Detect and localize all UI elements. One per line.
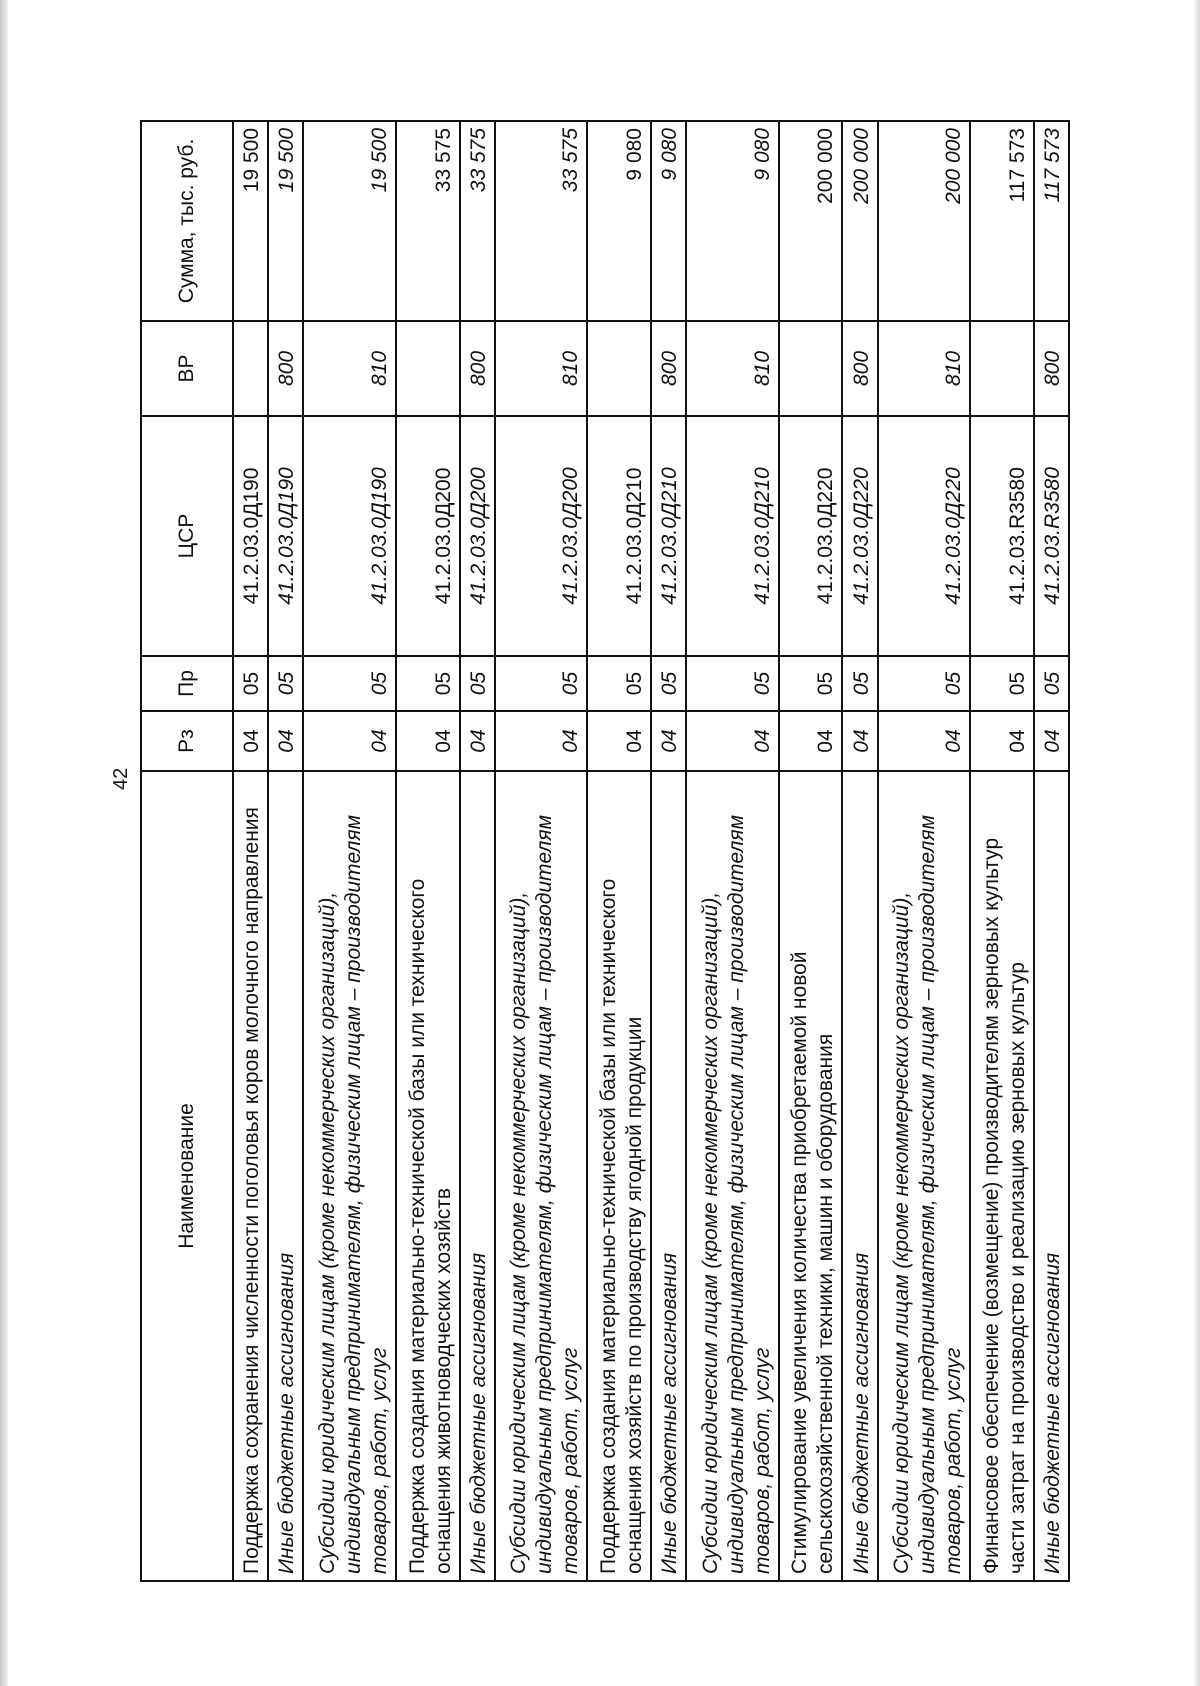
- scan-edge-right: [1194, 0, 1200, 1686]
- cell-name: Финансовое обеспечение (возмещение) производителям зерновых культур части затрат на производство и реализацию зерновых культур: [970, 771, 1034, 1581]
- cell-pr: 05: [233, 656, 268, 711]
- cell-pr: 05: [460, 656, 495, 711]
- cell-csr: 41.2.03.0Д210: [587, 416, 651, 656]
- table-body: [233, 121, 1069, 1581]
- cell-rz: 04: [396, 711, 460, 771]
- cell-pr: 05: [587, 656, 651, 711]
- cell-rz: 04: [587, 711, 651, 771]
- cell-sum: 200 000: [878, 121, 970, 321]
- cell-sum: 19 500: [303, 121, 395, 321]
- cell-csr: 41.2.03.0Д200: [460, 416, 495, 656]
- cell-vr: [587, 321, 651, 416]
- table-row: [651, 121, 686, 1581]
- header-csr: ЦСР: [141, 416, 233, 656]
- cell-sum: 200 000: [779, 121, 843, 321]
- table-row: [878, 121, 970, 1581]
- table-row: [495, 121, 587, 1581]
- cell-name: Субсидии юридическим лицам (кроме некоммерческих организаций), индивидуальным предпринимателям, физическим лицам – производителям товаров, работ, услуг: [686, 771, 778, 1581]
- cell-csr: 41.2.03.0Д200: [495, 416, 587, 656]
- cell-rz: 04: [233, 711, 268, 771]
- cell-sum: 117 573: [970, 121, 1034, 321]
- header-name: Наименование: [141, 771, 233, 1581]
- cell-pr: 05: [396, 656, 460, 711]
- cell-pr: 05: [779, 656, 843, 711]
- cell-name: Иные бюджетные ассигнования: [460, 771, 495, 1581]
- cell-sum: 9 080: [686, 121, 778, 321]
- cell-pr: 05: [303, 656, 395, 711]
- cell-pr: 05: [268, 656, 303, 711]
- cell-sum: 19 500: [268, 121, 303, 321]
- cell-csr: 41.2.03.0Д210: [651, 416, 686, 656]
- cell-vr: [779, 321, 843, 416]
- cell-vr: 810: [495, 321, 587, 416]
- rotated-table-wrapper: [140, 122, 1070, 1582]
- cell-sum: 33 575: [460, 121, 495, 321]
- cell-name: Субсидии юридическим лицам (кроме некоммерческих организаций), индивидуальным предпринимателям, физическим лицам – производителям товаров, работ, услуг: [878, 771, 970, 1581]
- table-row: [842, 121, 877, 1581]
- header-sum: Сумма, тыс. руб.: [141, 121, 233, 321]
- cell-csr: 41.2.03.0Д190: [233, 416, 268, 656]
- cell-sum: 33 575: [495, 121, 587, 321]
- cell-pr: 05: [970, 656, 1034, 711]
- cell-csr: 41.2.03.0Д200: [396, 416, 460, 656]
- cell-name: Субсидии юридическим лицам (кроме некоммерческих организаций), индивидуальным предпринимателям, физическим лицам – производителям товаров, работ, услуг: [495, 771, 587, 1581]
- table-row: [1034, 121, 1069, 1581]
- cell-sum: 117 573: [1034, 121, 1069, 321]
- cell-pr: 05: [495, 656, 587, 711]
- cell-sum: 33 575: [396, 121, 460, 321]
- cell-csr: 41.2.03.R3580: [1034, 416, 1069, 656]
- cell-rz: 04: [686, 711, 778, 771]
- cell-rz: 04: [842, 711, 877, 771]
- cell-csr: 41.2.03.0Д190: [303, 416, 395, 656]
- cell-name: Поддержка сохранения численности поголовья коров молочного направления: [233, 771, 268, 1581]
- cell-vr: 810: [303, 321, 395, 416]
- header-rz: Рз: [141, 711, 233, 771]
- cell-sum: 200 000: [842, 121, 877, 321]
- cell-vr: 800: [460, 321, 495, 416]
- page-number: 42: [110, 767, 132, 790]
- cell-name: Иные бюджетные ассигнования: [268, 771, 303, 1581]
- cell-vr: [396, 321, 460, 416]
- table-row: [587, 121, 651, 1581]
- table-row: [303, 121, 395, 1581]
- cell-vr: 810: [686, 321, 778, 416]
- cell-csr: 41.2.03.0Д220: [779, 416, 843, 656]
- cell-csr: 41.2.03.0Д190: [268, 416, 303, 656]
- cell-csr: 41.2.03.R3580: [970, 416, 1034, 656]
- table-row: [779, 121, 843, 1581]
- cell-name: Поддержка создания материально-технической базы или технического оснащения хозяйств по производству ягодной продукции: [587, 771, 651, 1581]
- cell-rz: 04: [303, 711, 395, 771]
- cell-sum: 9 080: [651, 121, 686, 321]
- cell-pr: 05: [686, 656, 778, 711]
- cell-sum: 9 080: [587, 121, 651, 321]
- cell-rz: 04: [878, 711, 970, 771]
- cell-name: Иные бюджетные ассигнования: [1034, 771, 1069, 1581]
- cell-rz: 04: [970, 711, 1034, 771]
- cell-name: Субсидии юридическим лицам (кроме некоммерческих организаций), индивидуальным предпринимателям, физическим лицам – производителям товаров, работ, услуг: [303, 771, 395, 1581]
- cell-vr: 800: [268, 321, 303, 416]
- cell-name: Иные бюджетные ассигнования: [651, 771, 686, 1581]
- cell-vr: 800: [842, 321, 877, 416]
- table-row: [970, 121, 1034, 1581]
- cell-rz: 04: [651, 711, 686, 771]
- table-row: [396, 121, 460, 1581]
- cell-name: Иные бюджетные ассигнования: [842, 771, 877, 1581]
- table-row: [686, 121, 778, 1581]
- cell-vr: 810: [878, 321, 970, 416]
- cell-pr: 05: [878, 656, 970, 711]
- cell-csr: 41.2.03.0Д220: [842, 416, 877, 656]
- table-header-row: [141, 121, 233, 1581]
- cell-pr: 05: [842, 656, 877, 711]
- scan-edge-left: [0, 0, 8, 1686]
- cell-rz: 04: [495, 711, 587, 771]
- cell-rz: 04: [1034, 711, 1069, 771]
- cell-pr: 05: [1034, 656, 1069, 711]
- cell-vr: [970, 321, 1034, 416]
- cell-vr: [233, 321, 268, 416]
- cell-rz: 04: [779, 711, 843, 771]
- table-row: [460, 121, 495, 1581]
- cell-rz: 04: [460, 711, 495, 771]
- header-pr: Пр: [141, 656, 233, 711]
- cell-vr: 800: [651, 321, 686, 416]
- cell-rz: 04: [268, 711, 303, 771]
- cell-name: Поддержка создания материально-технической базы или технического оснащения животноводческих хозяйств: [396, 771, 460, 1581]
- cell-name: Стимулирование увеличения количества приобретаемой новой сельскохозяйственной техники, машин и оборудования: [779, 771, 843, 1581]
- cell-sum: 19 500: [233, 121, 268, 321]
- budget-table: [140, 120, 1070, 1582]
- cell-csr: 41.2.03.0Д210: [686, 416, 778, 656]
- table-row: [268, 121, 303, 1581]
- cell-csr: 41.2.03.0Д220: [878, 416, 970, 656]
- cell-vr: 800: [1034, 321, 1069, 416]
- header-vr: ВР: [141, 321, 233, 416]
- cell-pr: 05: [651, 656, 686, 711]
- table-row: [233, 121, 268, 1581]
